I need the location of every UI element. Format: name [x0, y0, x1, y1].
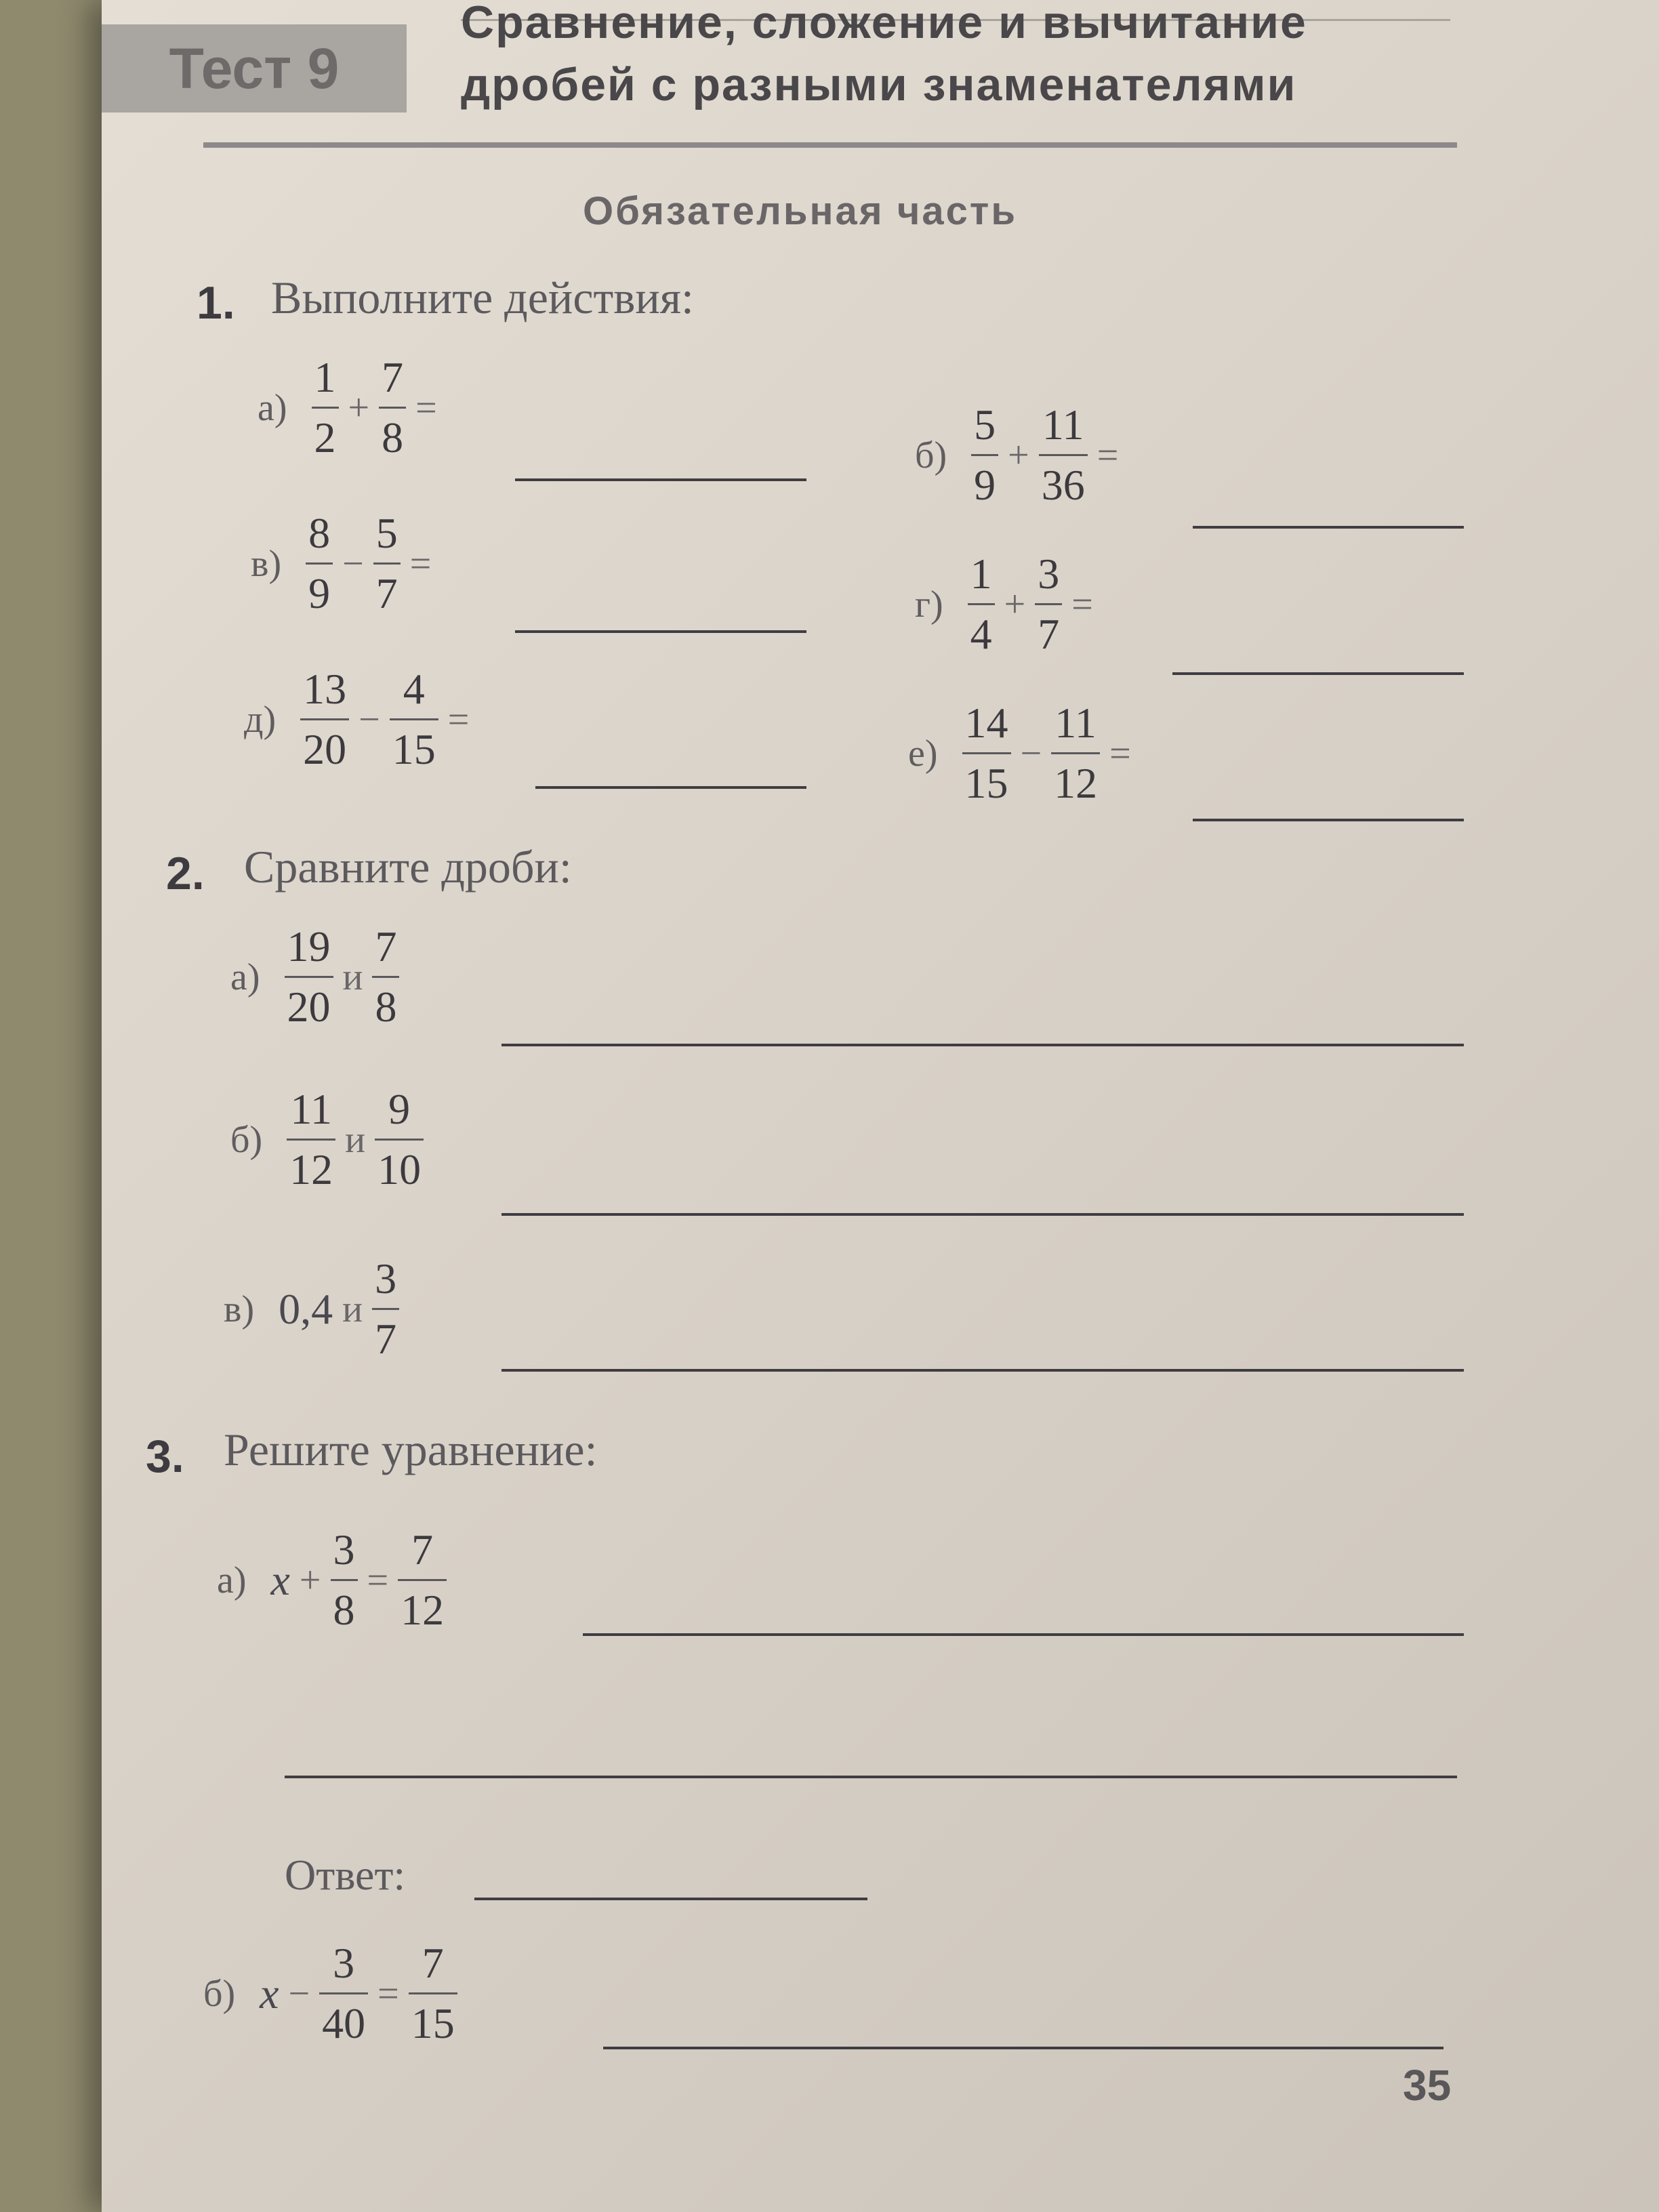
- task2-item-v: [224, 1254, 399, 1364]
- conjunction: и: [342, 956, 363, 998]
- equals-sign: =: [1071, 583, 1093, 626]
- answer-blank-1d[interactable]: [535, 786, 806, 789]
- operator: −: [359, 698, 380, 741]
- fraction: $\frac{1}{2}$: [312, 352, 339, 463]
- fraction: $\frac{5}{7}$: [373, 508, 401, 619]
- answer-blank-1e[interactable]: [1193, 819, 1464, 821]
- item-label: а): [217, 1559, 247, 1601]
- title-line-1: Сравнение, сложение и вычитание: [461, 0, 1307, 48]
- fraction: $\frac{7}{15}$: [409, 1938, 457, 2049]
- fraction: $\frac{8}{9}$: [306, 508, 333, 619]
- fraction: $\frac{9}{10}$: [375, 1084, 424, 1195]
- item-label: а): [258, 386, 287, 429]
- task3-item-a: [217, 1525, 447, 1635]
- task1-item-v: [251, 508, 441, 619]
- operator: +: [1008, 434, 1029, 476]
- operator: −: [1020, 732, 1042, 775]
- conjunction: и: [345, 1118, 366, 1161]
- task2-title: Сравните дроби:: [244, 841, 572, 893]
- fraction: $\frac{11}{12}$: [287, 1084, 335, 1195]
- task1-title: Выполните действия:: [271, 272, 694, 323]
- operator: +: [1004, 583, 1026, 626]
- task3-number: 3.: [146, 1431, 184, 1482]
- test-badge: Тест 9: [102, 24, 407, 112]
- task1-item-e: [908, 698, 1141, 808]
- task1-item-a: [258, 352, 447, 463]
- fraction: $\frac{4}{15}$: [390, 664, 438, 775]
- equals-sign: =: [447, 698, 470, 741]
- operator: −: [288, 1972, 310, 2015]
- fraction: $\frac{14}{15}$: [962, 698, 1011, 808]
- task1-number: 1.: [197, 277, 235, 329]
- equals-sign: =: [377, 1972, 399, 2015]
- item-label: в): [251, 542, 282, 585]
- fraction: $\frac{11}{36}$: [1039, 400, 1088, 510]
- fraction: $\frac{3}{40}$: [319, 1938, 368, 2049]
- task2-item-a: [230, 922, 399, 1032]
- item-label: д): [244, 698, 276, 741]
- task1-item-g: [915, 549, 1103, 659]
- answer-blank-1v[interactable]: [515, 630, 806, 633]
- equals-sign: =: [1109, 732, 1131, 775]
- fraction: $\frac{3}{7}$: [1035, 549, 1062, 659]
- answer-blank-3b[interactable]: [603, 2047, 1443, 2049]
- task1-item-b: [915, 400, 1128, 510]
- item-label: г): [915, 583, 943, 626]
- fraction: $\frac{5}{9}$: [971, 400, 998, 510]
- decimal-value: 0,4: [279, 1284, 333, 1333]
- task3-title: Решите уравнение:: [224, 1424, 598, 1475]
- title-line-2: дробей с разными знаменателями: [461, 59, 1297, 110]
- task2-item-b: [230, 1084, 424, 1195]
- item-label: е): [908, 732, 938, 775]
- section-heading: Обязательная часть: [583, 189, 1017, 233]
- answer-blank-3a-result[interactable]: [474, 1898, 867, 1900]
- fraction: $\frac{7}{8}$: [379, 352, 406, 463]
- item-label: б): [915, 434, 947, 476]
- fraction: $\frac{11}{12}$: [1051, 698, 1100, 808]
- item-label: в): [224, 1288, 255, 1330]
- item-label: б): [203, 1972, 236, 2015]
- operator: +: [299, 1559, 321, 1601]
- fraction: $\frac{7}{12}$: [398, 1525, 447, 1635]
- fraction: $\frac{19}{20}$: [285, 922, 333, 1032]
- operator: −: [342, 542, 364, 585]
- answer-blank-3a-line2[interactable]: [285, 1776, 1457, 1778]
- equals-sign: =: [367, 1559, 389, 1601]
- conjunction: и: [342, 1288, 363, 1330]
- answer-blank-1g[interactable]: [1172, 672, 1464, 675]
- answer-blank-3a[interactable]: [583, 1633, 1464, 1636]
- item-label: б): [230, 1118, 263, 1161]
- task3-item-b: [203, 1938, 457, 2049]
- fraction: $\frac{13}{20}$: [300, 664, 349, 775]
- answer-blank-2b[interactable]: [501, 1213, 1464, 1216]
- answer-label: Ответ:: [285, 1851, 406, 1899]
- equals-sign: =: [409, 542, 432, 585]
- task1-item-d: [244, 664, 478, 775]
- equals-sign: =: [415, 386, 437, 429]
- variable-x: x: [270, 1555, 290, 1604]
- variable-x: x: [260, 1969, 279, 2018]
- item-label: а): [230, 956, 260, 998]
- task2-number: 2.: [166, 848, 205, 899]
- answer-blank-2v[interactable]: [501, 1369, 1464, 1372]
- fraction: $\frac{3}{8}$: [331, 1525, 358, 1635]
- fraction: $\frac{1}{4}$: [968, 549, 995, 659]
- header-rule: [203, 142, 1457, 148]
- operator: +: [348, 386, 370, 429]
- equals-sign: =: [1097, 434, 1119, 476]
- answer-blank-2a[interactable]: [501, 1044, 1464, 1046]
- fraction: $\frac{7}{8}$: [372, 922, 399, 1032]
- fraction: $\frac{3}{7}$: [372, 1254, 399, 1364]
- answer-blank-1b[interactable]: [1193, 526, 1464, 529]
- answer-blank-1a[interactable]: [515, 478, 806, 481]
- page-number: 35: [1403, 2061, 1452, 2110]
